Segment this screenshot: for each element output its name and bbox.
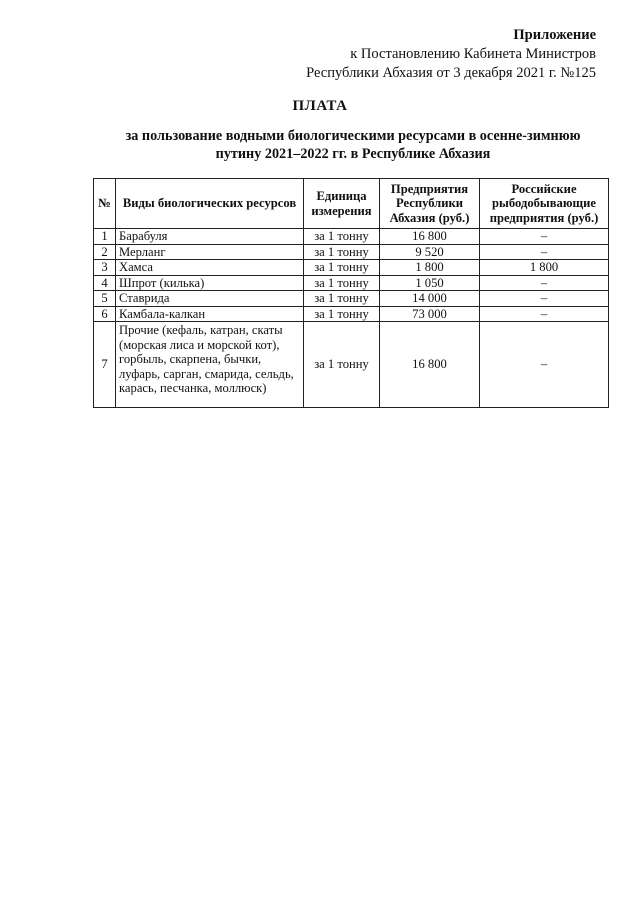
header-russia: Российские рыбодобывающие предприятия (руб.) [480, 179, 609, 229]
row-unit: за 1 тонну [304, 229, 380, 245]
subtitle-line-1: за пользование водными биологическими ресурсами в осенне-зимнюю [125, 128, 581, 144]
row-unit: за 1 тонну [304, 322, 380, 408]
table-row [94, 322, 609, 408]
row-abkhazia: 16 800 [380, 322, 480, 408]
row-russia: – [480, 291, 609, 307]
table-row [94, 291, 609, 307]
row-unit: за 1 тонну [304, 291, 380, 307]
subtitle-line-2: путину 2021–2022 гг. в Республике Абхазия [215, 146, 491, 162]
row-unit: за 1 тонну [304, 275, 380, 291]
row-num: 5 [94, 291, 116, 307]
row-unit: за 1 тонну [304, 244, 380, 260]
row-num: 7 [94, 322, 116, 408]
table-row [94, 244, 609, 260]
appendix-line-2: Республики Абхазия от 3 декабря 2021 г. №125 [306, 65, 596, 81]
table-row [94, 275, 609, 291]
table-header-row [94, 179, 609, 229]
header-abkhazia: Предприятия Республики Абхазия (руб.) [380, 179, 480, 229]
row-abkhazia: 1 050 [380, 275, 480, 291]
row-unit: за 1 тонну [304, 260, 380, 276]
document-title: ПЛАТА [292, 98, 348, 114]
row-abkhazia: 16 800 [380, 229, 480, 245]
row-unit: за 1 тонну [304, 306, 380, 322]
table-row [94, 229, 609, 245]
header-name: Виды биологических ресурсов [116, 179, 304, 229]
row-russia: – [480, 229, 609, 245]
row-num: 1 [94, 229, 116, 245]
table-row [94, 306, 609, 322]
row-name: Мерланг [116, 244, 304, 260]
table-row [94, 260, 609, 276]
row-russia: 1 800 [480, 260, 609, 276]
document-subtitle [100, 127, 606, 163]
row-russia: – [480, 244, 609, 260]
row-russia: – [480, 275, 609, 291]
row-name: Ставрида [116, 291, 304, 307]
row-name: Камбала-калкан [116, 306, 304, 322]
row-num: 3 [94, 260, 116, 276]
row-name: Шпрот (килька) [116, 275, 304, 291]
row-abkhazia: 9 520 [380, 244, 480, 260]
row-abkhazia: 73 000 [380, 306, 480, 322]
row-russia: – [480, 306, 609, 322]
header-unit: Единица измерения [304, 179, 380, 229]
row-num: 2 [94, 244, 116, 260]
row-abkhazia: 1 800 [380, 260, 480, 276]
appendix-block [306, 26, 596, 83]
row-russia: – [480, 322, 609, 408]
row-name: Хамса [116, 260, 304, 276]
appendix-line-1: к Постановлению Кабинета Министров [350, 46, 596, 62]
header-num: № [94, 179, 116, 229]
appendix-label: Приложение [513, 27, 596, 43]
row-abkhazia: 14 000 [380, 291, 480, 307]
row-name: Барабуля [116, 229, 304, 245]
row-num: 4 [94, 275, 116, 291]
row-num: 6 [94, 306, 116, 322]
row-name: Прочие (кефаль, катран, скаты (морская лиса и морской кот), горбыль, скарпена, бычки, луфарь, сарган, смарида, сельдь, карась, песчанка, моллюск) [116, 322, 304, 408]
fees-table [93, 178, 609, 408]
